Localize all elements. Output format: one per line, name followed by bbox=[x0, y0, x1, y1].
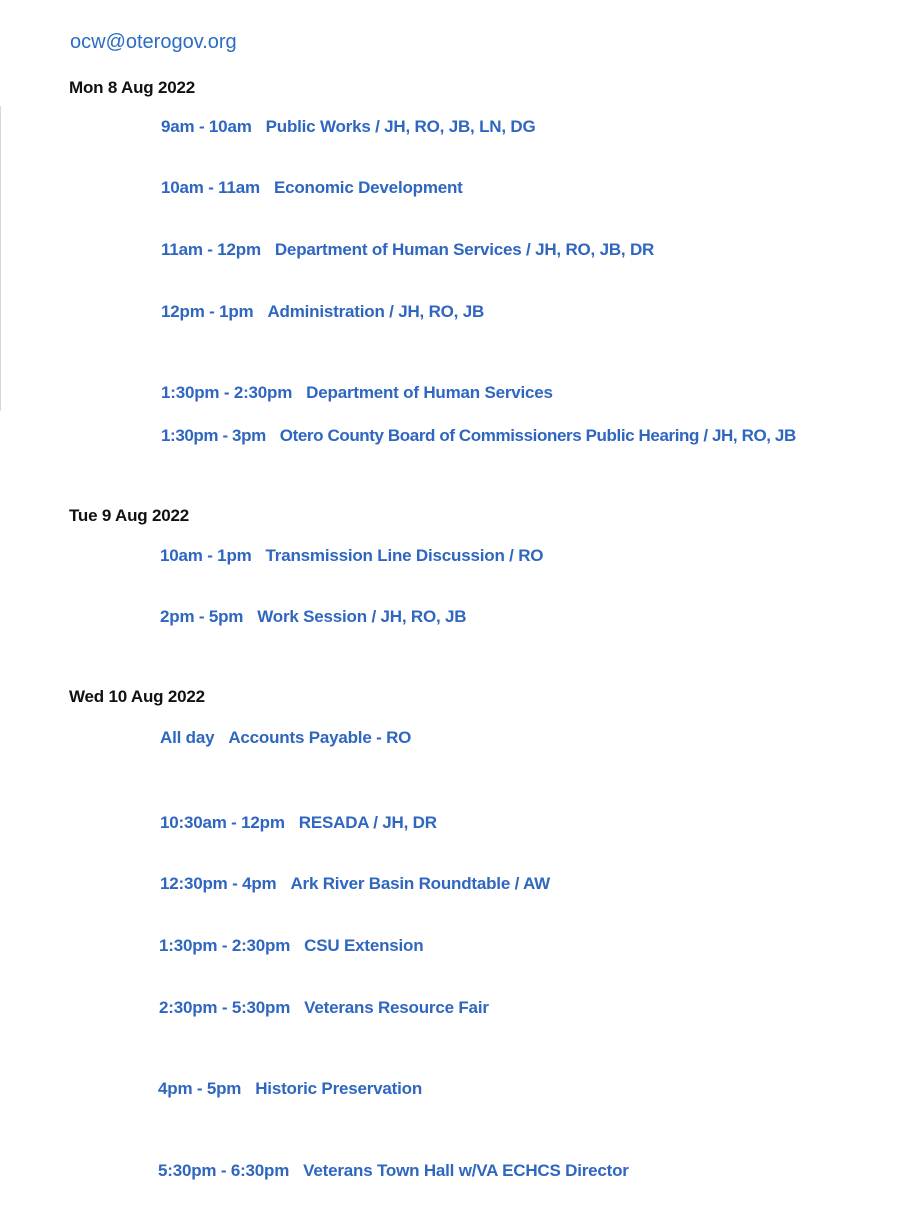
event-item bbox=[161, 117, 535, 137]
event-item bbox=[159, 998, 489, 1018]
event-time: 1:30pm - 2:30pm bbox=[159, 936, 291, 955]
event-time: 1:30pm - 3pm bbox=[161, 426, 266, 445]
event-title: CSU Extension bbox=[304, 936, 424, 955]
event-title: Accounts Payable - RO bbox=[228, 728, 412, 747]
event-title: Administration / JH, RO, JB bbox=[267, 302, 485, 321]
event-title: Department of Human Services / JH, RO, JB, DR bbox=[274, 240, 655, 259]
event-item bbox=[160, 546, 543, 566]
event-time: 11am - 12pm bbox=[161, 240, 261, 259]
event-time: All day bbox=[160, 728, 215, 747]
event-title: Ark River Basin Roundtable / AW bbox=[290, 874, 551, 893]
event-title: Otero County Board of Commissioners Public Hearing / JH, RO, JB bbox=[279, 426, 796, 445]
event-item bbox=[158, 1161, 629, 1181]
event-time: 5:30pm - 6:30pm bbox=[158, 1161, 290, 1180]
event-item bbox=[161, 302, 484, 322]
event-time: 12:30pm - 4pm bbox=[160, 874, 277, 893]
event-item bbox=[160, 874, 550, 894]
event-title: Work Session / JH, RO, JB bbox=[257, 607, 467, 626]
event-item bbox=[161, 240, 654, 260]
event-time: 1:30pm - 2:30pm bbox=[161, 383, 293, 402]
event-time: 9am - 10am bbox=[161, 117, 252, 136]
day-heading-tue: Tue 9 Aug 2022 bbox=[69, 506, 190, 525]
event-time: 12pm - 1pm bbox=[161, 302, 254, 321]
event-title: Economic Development bbox=[273, 178, 463, 197]
event-title: Department of Human Services bbox=[306, 383, 553, 402]
event-title: Veterans Town Hall w/VA ECHCS Director bbox=[303, 1161, 629, 1180]
event-item bbox=[160, 728, 411, 748]
day-heading-mon: Mon 8 Aug 2022 bbox=[69, 78, 195, 97]
event-time: 2:30pm - 5:30pm bbox=[159, 998, 291, 1017]
event-item bbox=[161, 178, 463, 198]
scan-edge-line bbox=[0, 106, 1, 411]
event-item bbox=[158, 1079, 422, 1099]
event-item bbox=[160, 607, 466, 627]
event-time: 10:30am - 12pm bbox=[160, 813, 285, 832]
event-time: 2pm - 5pm bbox=[160, 607, 244, 626]
event-title: Veterans Resource Fair bbox=[304, 998, 489, 1017]
event-item bbox=[161, 383, 553, 403]
event-title: RESADA / JH, DR bbox=[298, 813, 437, 832]
event-title: Historic Preservation bbox=[255, 1079, 423, 1098]
event-title: Public Works / JH, RO, JB, LN, DG bbox=[265, 117, 536, 136]
event-item bbox=[160, 813, 437, 833]
event-time: 10am - 1pm bbox=[160, 546, 252, 565]
day-heading-wed: Wed 10 Aug 2022 bbox=[69, 687, 205, 706]
event-time: 4pm - 5pm bbox=[158, 1079, 242, 1098]
event-time: 10am - 11am bbox=[161, 178, 260, 197]
contact-email-link[interactable]: ocw@oterogov.org bbox=[70, 31, 237, 53]
event-item bbox=[161, 426, 796, 446]
event-item bbox=[159, 936, 423, 956]
event-title: Transmission Line Discussion / RO bbox=[265, 546, 544, 565]
